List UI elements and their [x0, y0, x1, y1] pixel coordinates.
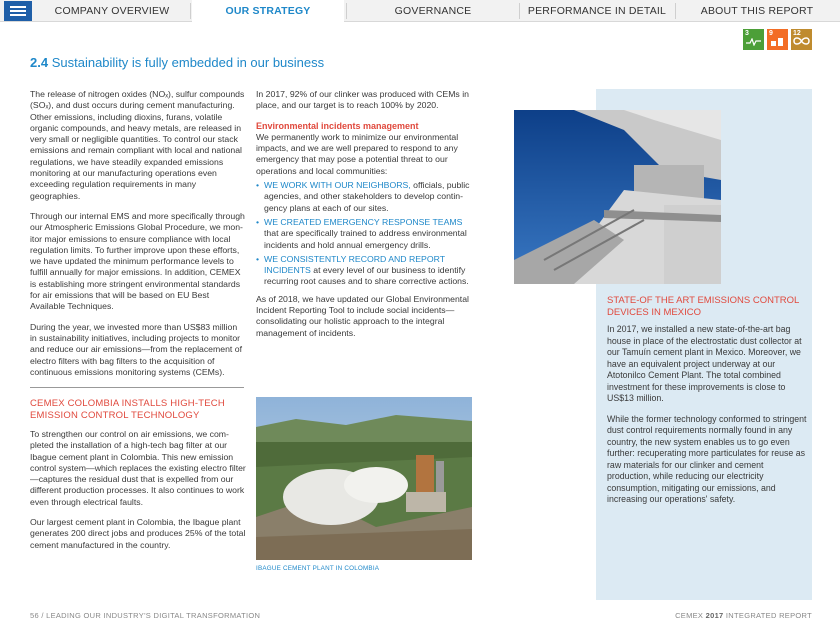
bullet-text: at every level of our business to identify recurring root causes and to share corrective actions.: [264, 265, 469, 287]
tab-performance-in-detail[interactable]: PERFORMANCE IN DETAIL: [527, 5, 667, 17]
colombia-box-title: CEMEX COLOMBIA INSTALLS HIGH-TECH EMISSION CONTROL TECHNOLOGY: [30, 398, 225, 421]
paragraph: Our largest cement plant in Colombia, the Ibague plant generates 200 direct jobs and produces 25% of the total cement manufactured in the country.: [30, 517, 246, 550]
paragraph: To strengthen our control on air emissions, we completed the installation of a high-tech bag filter at our Ibague cement plant in Colombia. This new emission control system—which replaces the existing electro filter—captures the residual dust that is expelled from our different production processes. It also continues to work even through electrical faults.: [30, 429, 246, 507]
page-title: [30, 55, 324, 70]
tab-divider: [190, 3, 191, 19]
paragraph: Through our internal EMS and more specifically through our Atmospheric Emissions Global Procedure, we monitor major emissions to ensure compliance with local regulation limits. To further improve upon these efforts, we have updated the minimum performance levels to fulfill annually for major emissions. In addition, CEMEX is establishing more stringent environmental standards for air emissions that will be based on EU Best Available Techniques.: [30, 210, 245, 312]
sdg-12-infinity-icon: 12: [791, 29, 812, 50]
mexico-panel-title: STATE-OF THE ART EMISSIONS CONTROL DEVICES IN MEXICO: [607, 295, 799, 318]
list-item: [256, 180, 474, 214]
top-navigation: [0, 0, 840, 22]
paragraph: While the former technology conformed to stringent dust control requirements normally found in any country, the new system enables us to go even further: recuperating more particulates for reuse as raw materials for our clinker and cement production, while reducing our electricity consumption, mitigating our emissions, and increasing our operations' safety.: [607, 413, 807, 504]
column-2: [256, 89, 474, 348]
paragraph: We permanently work to minimize our environmental impacts, and we are well prepared to respond to any emergency that may pose a potential threat to our operations and local communities:: [256, 131, 459, 176]
footer-left: 56 / LEADING OUR INDUSTRY'S DIGITAL TRANSFORMATION: [30, 611, 261, 620]
tab-company-overview[interactable]: COMPANY OVERVIEW: [54, 5, 170, 17]
photo-caption: IBAGUE CEMENT PLANT IN COLOMBIA: [256, 565, 380, 572]
column-1: [30, 89, 246, 387]
subheading: Environmental incidents management: [256, 120, 419, 131]
bullet-highlight: WE CREATED EMERGENCY RESPONSE TEAMS: [264, 216, 463, 227]
list-item: [256, 254, 474, 288]
paragraph: In 2017, 92% of our clinker was produced with CEMs in place, and our target is to reach 100% by 2020.: [256, 89, 469, 111]
bullet-text: officials, public agencies, and other stakeholders to develop contingency plans at each of our sites.: [264, 180, 470, 213]
tab-divider: [675, 3, 676, 19]
page-number: 56: [30, 611, 39, 620]
sdg-9-industry-icon: 9: [767, 29, 788, 50]
emissions-device-photo: [514, 110, 721, 284]
tab-our-strategy[interactable]: OUR STRATEGY: [192, 0, 344, 22]
mexico-panel-body: [607, 324, 807, 515]
menu-icon[interactable]: [4, 1, 32, 21]
bullet-text: that are specifically trained to address environmental incidents and hold annual emergency drills.: [264, 228, 467, 250]
bullet-list: [256, 180, 474, 288]
footer-right: [675, 611, 812, 620]
colombia-box-body: [30, 429, 246, 560]
footer-report-name: INTEGRATED REPORT: [725, 611, 812, 620]
section-number: 2.4: [30, 55, 49, 70]
tab-divider: [346, 3, 347, 19]
ibague-plant-photo: [256, 397, 472, 560]
tab-about-this-report[interactable]: ABOUT THIS REPORT: [700, 5, 814, 17]
tab-governance[interactable]: GOVERNANCE: [394, 5, 472, 17]
tab-divider: [519, 3, 520, 19]
list-item: [256, 217, 474, 251]
paragraph: In 2017, we installed a new state-of-the-art bag house in place of the electrostatic dust collector at our Tamuín cement plant in Mexico. Moreover, we have an equivalent project underway at our Atotonilco Cement Plant. The total combined investment for these improvements is close to US$13 million.: [607, 324, 802, 403]
paragraph: As of 2018, we have updated our Global Environmental Incident Reporting Tool to include social incidents—consolidating our holistic approach to the integral management of incidents.: [256, 293, 469, 338]
footer-chapter: LEADING OUR INDUSTRY'S DIGITAL TRANSFORMATION: [46, 611, 261, 620]
bullet-highlight: WE WORK WITH OUR NEIGHBORS,: [264, 180, 411, 191]
sdg-3-heartbeat-icon: 3: [743, 29, 764, 50]
section-divider: [30, 387, 244, 388]
bullet-highlight: WE CONSISTENTLY RECORD AND REPORT INCIDENTS: [264, 253, 445, 276]
section-title-text: Sustainability is fully embedded in our business: [51, 55, 325, 70]
paragraph: The release of nitrogen oxides (NOₓ), sulfur compounds (SOₓ), and dust occurs during cement manufacturing. Other emissions, including dioxins, furans, volatile organic compounds, and heavy metals, are released in very small or negligible quantities. To control our stack emissions and remain compliant with local and national regulations, we have steadily expanded emissions monitoring at our manufacturing operations even exceeding regulation requirements in many geographies.: [30, 89, 245, 201]
footer-company: CEMEX: [675, 611, 704, 620]
footer-year: 2017: [705, 611, 724, 620]
paragraph: During the year, we invested more than US$83 million in sustainability initiatives, including projects to monitor and reduce our air emissions—from the replacement of electro filters with bag filters to the acquisition of continuous emissions monitoring systems (CEMs).: [30, 321, 242, 377]
